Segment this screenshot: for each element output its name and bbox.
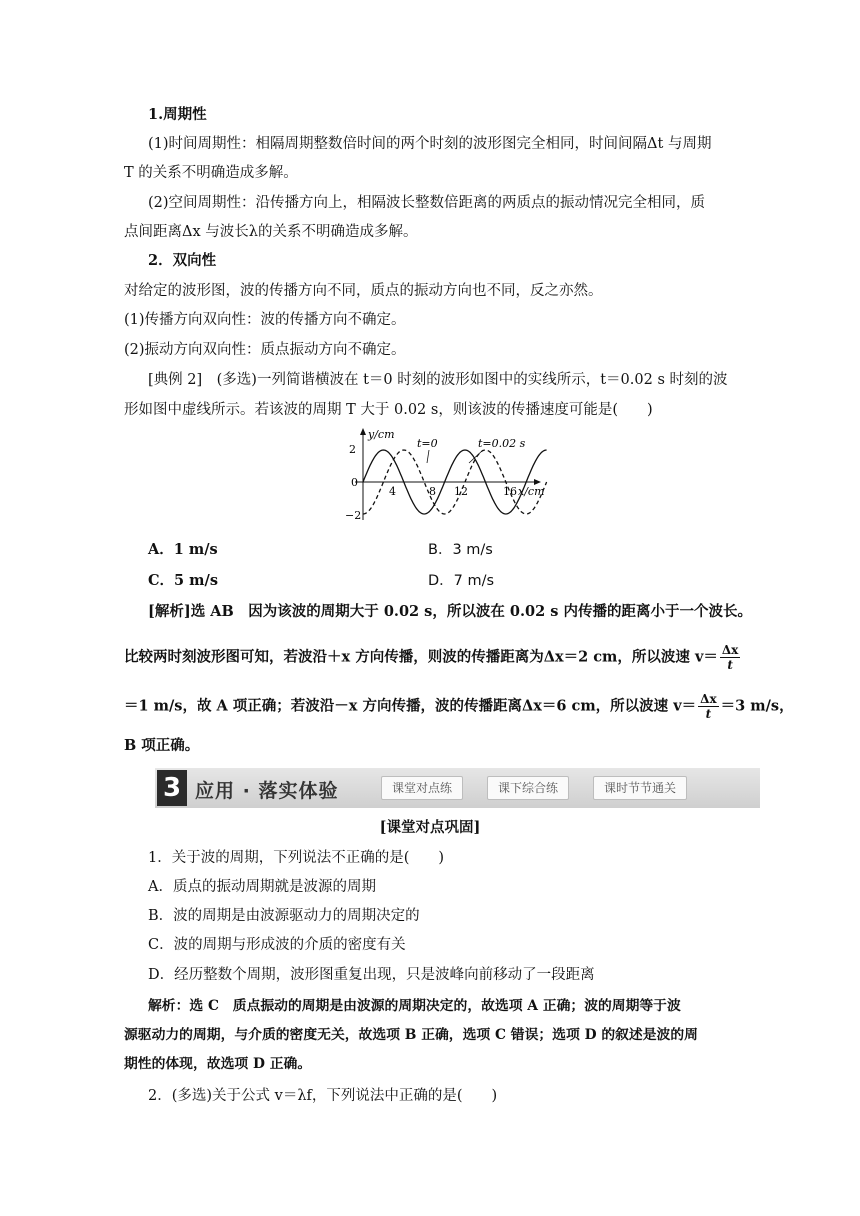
example-line2: 形如图中虚线所示。若该波的周期 T 大于 0.02 s，则该波的传播速度可能是( ) [124, 402, 653, 418]
banner-number: 3 [157, 770, 187, 806]
analysis-line3a: ＝1 m/s，故 A 项正确；若波沿－x 方向传播，波的传播距离Δx＝6 cm，所以波速 v＝ [124, 697, 697, 715]
question-2: 2．(多选)关于公式 v＝λf，下列说法中正确的是( ) [148, 1088, 498, 1104]
x-tick-4: 4 [389, 485, 396, 498]
option-a: A．1 m/s [148, 541, 218, 558]
x-axis-label: x/cm [518, 485, 545, 498]
classroom-practice-button[interactable]: 课堂对点练 [381, 776, 463, 800]
solution-1-line1: 解析：选 C 质点振动的周期是由波源的周期决定的，故选项 A 正确；波的周期等于波 [148, 998, 681, 1014]
wave-figure [335, 425, 555, 525]
fraction-1: $\frac{\Delta x}{t}$ [721, 643, 739, 672]
question-1-option-c: C．波的周期与形成波的介质的密度有关 [148, 937, 406, 953]
question-1-option-b: B．波的周期是由波源驱动力的周期决定的 [148, 908, 420, 924]
section1-p2-line2: 点间距离Δx 与波长λ的关系不明确造成多解。 [124, 224, 418, 240]
question-1-option-d: D．经历整数个周期，波形图重复出现，只是波峰向前移动了一段距离 [148, 967, 595, 983]
section1-p1-line1: (1)时间周期性：相隔周期整数倍时间的两个时刻的波形图完全相同，时间间隔Δt 与周期 [148, 136, 712, 152]
solution-1-line3: 期性的体现，故选项 D 正确。 [124, 1056, 312, 1072]
banner-title: 应用 · 落实体验 [195, 780, 339, 802]
x-tick-16: 16 [503, 485, 517, 498]
example-line1: [典例 2] (多选)一列简谐横波在 t＝0 时刻的波形如图中的实线所示，t＝0.02 s 时刻的波 [148, 372, 728, 388]
analysis-line1: [解析]选 AB 因为该波的周期大于 0.02 s，所以波在 0.02 s 内传播的距离小于一个波长。 [148, 603, 752, 620]
label-t002: t=0.02 s [478, 437, 526, 450]
analysis-line2 [124, 643, 742, 672]
question-1: 1．关于波的周期，下列说法不正确的是( ) [148, 850, 445, 866]
question-1-option-a: A．质点的振动周期就是波源的周期 [148, 879, 376, 895]
y-axis-label: y/cm [368, 428, 395, 441]
option-c: C．5 m/s [148, 572, 218, 589]
x-tick-12: 12 [454, 485, 468, 498]
section2-intro: 对给定的波形图，波的传播方向不同，质点的振动方向也不同，反之亦然。 [124, 283, 603, 299]
y-tick-0: 0 [351, 476, 358, 489]
practice-heading: [课堂对点巩固] [379, 819, 481, 836]
label-t0: t=0 [417, 437, 438, 450]
analysis-line3b: ＝3 m/s， [720, 697, 794, 715]
section2-p2: (2)振动方向双向性：质点振动方向不确定。 [124, 342, 406, 358]
lesson-pass-button[interactable]: 课时节节通关 [593, 776, 687, 800]
section1-p1-line2: T 的关系不明确造成多解。 [124, 165, 298, 181]
analysis-line2-text: 比较两时刻波形图可知，若波沿＋x 方向传播，则波的传播距离为Δx＝2 cm，所以波速 v＝ [124, 648, 718, 666]
y-tick-2: 2 [349, 443, 356, 456]
x-tick-8: 8 [429, 485, 436, 498]
analysis-line3 [124, 692, 794, 721]
solution-1-line2: 源驱动力的周期，与介质的密度无关，故选项 B 正确，选项 C 错误；选项 D 的叙述是波的周 [124, 1027, 698, 1043]
option-d: D．7 m/s [428, 573, 495, 589]
pointer-t0 [427, 450, 429, 463]
y-tick-neg2: −2 [345, 509, 362, 522]
after-class-practice-button[interactable]: 课下综合练 [487, 776, 569, 800]
section1-p2-line1: (2)空间周期性：沿传播方向上，相隔波长整数倍距离的两质点的振动情况完全相同，质 [148, 195, 706, 211]
section1-heading: 1.周期性 [148, 106, 207, 123]
y-axis-arrow [360, 428, 366, 435]
fraction-2: $\frac{\Delta x}{t}$ [700, 692, 717, 721]
section2-p1: (1)传播方向双向性：波的传播方向不确定。 [124, 312, 406, 328]
analysis-line4: B 项正确。 [124, 737, 200, 754]
section-banner [155, 768, 760, 808]
section2-heading: 2．双向性 [148, 252, 217, 269]
option-b: B．3 m/s [428, 542, 493, 558]
